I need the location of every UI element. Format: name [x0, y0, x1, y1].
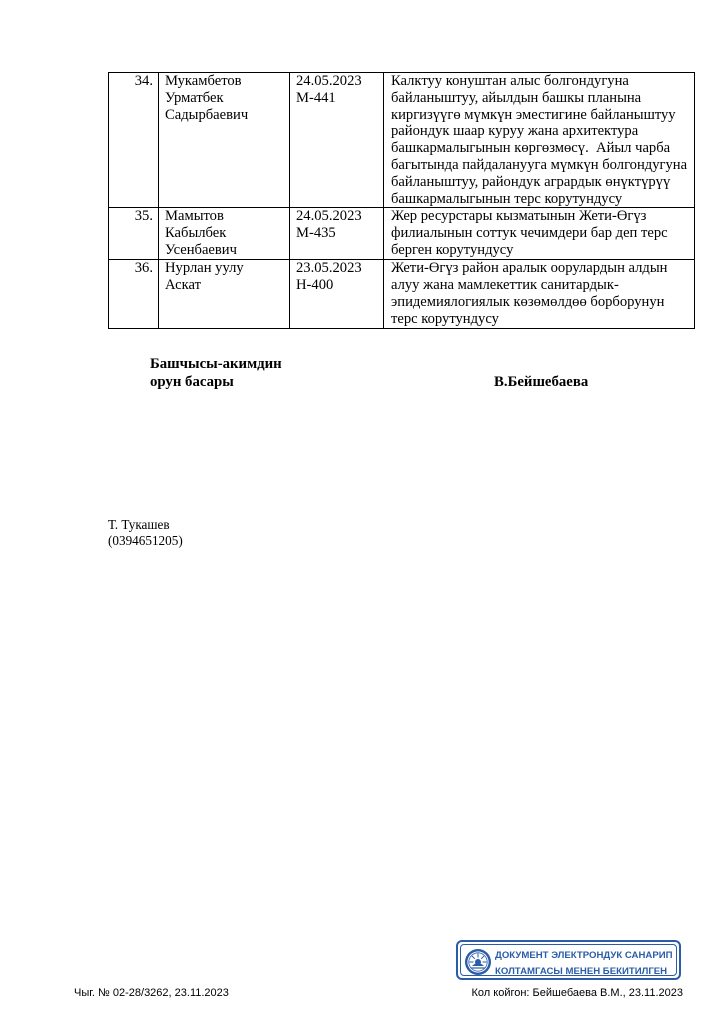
row-number — [109, 208, 159, 260]
signatory-title-line: орун басары — [150, 373, 234, 390]
signed-by: Кол койгон: Бейшебаева В.М., 23.11.2023 — [471, 987, 683, 999]
decision-number: М-435 — [296, 225, 336, 242]
applicant-name — [159, 208, 290, 260]
signatory-title-line: Башчысы-акимдин — [150, 356, 282, 372]
table-row — [109, 208, 695, 260]
row-number — [109, 73, 159, 208]
row-number — [109, 260, 159, 328]
decision-date: 23.05.2023 — [296, 260, 362, 277]
text-line: башкармалыгынын терс корутундусу — [391, 190, 623, 207]
decision-number: М-441 — [296, 89, 336, 106]
outgoing-number: Чыг. № 02-28/3262, 23.11.2023 — [74, 987, 229, 999]
refusal-reason — [384, 208, 695, 260]
text-line: алуу жана мамлекеттик санитардык- — [391, 277, 619, 294]
executor-block — [108, 517, 183, 549]
decision-date-number — [290, 73, 384, 208]
text-line: филиалынын соттук чечимдери бар деп терс — [391, 225, 668, 242]
text-line: Жер ресурстары кызматынын Жети-Өгүз — [391, 208, 647, 225]
text-line: байланыштуу, айылдын башкы планына — [391, 89, 642, 106]
text-line: Кабылбек — [165, 225, 227, 242]
text-line: башкармалыгынын көргөзмөсү. Айыл чарба — [391, 140, 671, 157]
decision-number: Н-400 — [296, 277, 334, 294]
stamp-line: ДОКУМЕНТ ЭЛЕКТРОНДУК САНАРИП — [495, 950, 673, 961]
text-line: Усенбаевич — [165, 241, 237, 258]
text-line: Садырбаевич — [165, 106, 249, 123]
row-number-text: 35. — [134, 208, 153, 225]
text-line: райондук шаар куруу жана архитектура — [391, 123, 639, 140]
applicant-name — [159, 73, 290, 208]
table-row — [109, 260, 695, 328]
refusal-reason — [384, 73, 695, 208]
decision-date-number — [290, 208, 384, 260]
decision-date: 24.05.2023 — [296, 208, 362, 225]
text-line: киргизүүгө мүмкүн эместигине байланыштуу — [391, 106, 676, 123]
signatory-name: В.Бейшебаева — [494, 374, 589, 390]
decision-date: 24.05.2023 — [296, 73, 362, 89]
stamp-text — [495, 948, 673, 980]
stamp-inner-frame — [460, 944, 677, 976]
text-line: Мукамбетов — [165, 73, 242, 89]
text-line: Нурлан уулу — [165, 260, 244, 277]
row-number-text: 36. — [134, 260, 153, 277]
text-line: байланыштуу, райондук агрардык өнүктүрүү — [391, 173, 671, 190]
text-line: Мамытов — [165, 208, 224, 225]
text-line: терс корутундусу — [391, 310, 499, 327]
decision-date-number — [290, 260, 384, 328]
text-line: Аскат — [165, 277, 201, 294]
digital-signature-stamp — [456, 940, 681, 980]
text-line: Калктуу конуштан алыс болгондугуна — [391, 73, 629, 89]
row-number-text: 34. — [134, 73, 153, 89]
state-emblem-icon — [464, 948, 492, 976]
signatory-title — [150, 356, 282, 391]
executor-phone: (0394651205) — [108, 533, 183, 548]
stamp-line: КОЛТАМГАСЫ МЕНЕН БЕКИТИЛГЕН — [495, 966, 668, 977]
applicant-name — [159, 260, 290, 328]
table-row — [109, 73, 695, 208]
decisions-table — [108, 72, 695, 329]
refusal-reason — [384, 260, 695, 328]
executor-name: Т. Тукашев — [108, 517, 170, 532]
text-line: Жети-Өгүз район аралык оорулардын алдын — [391, 260, 668, 277]
text-line: багытында пайдаланууга мүмкүн болгондугуна — [391, 156, 688, 173]
text-line: эпидемиялогиялык көзөмөлдөө борборунун — [391, 293, 665, 310]
text-line: берген корутундусу — [391, 241, 514, 258]
text-line: Урматбек — [165, 89, 224, 106]
